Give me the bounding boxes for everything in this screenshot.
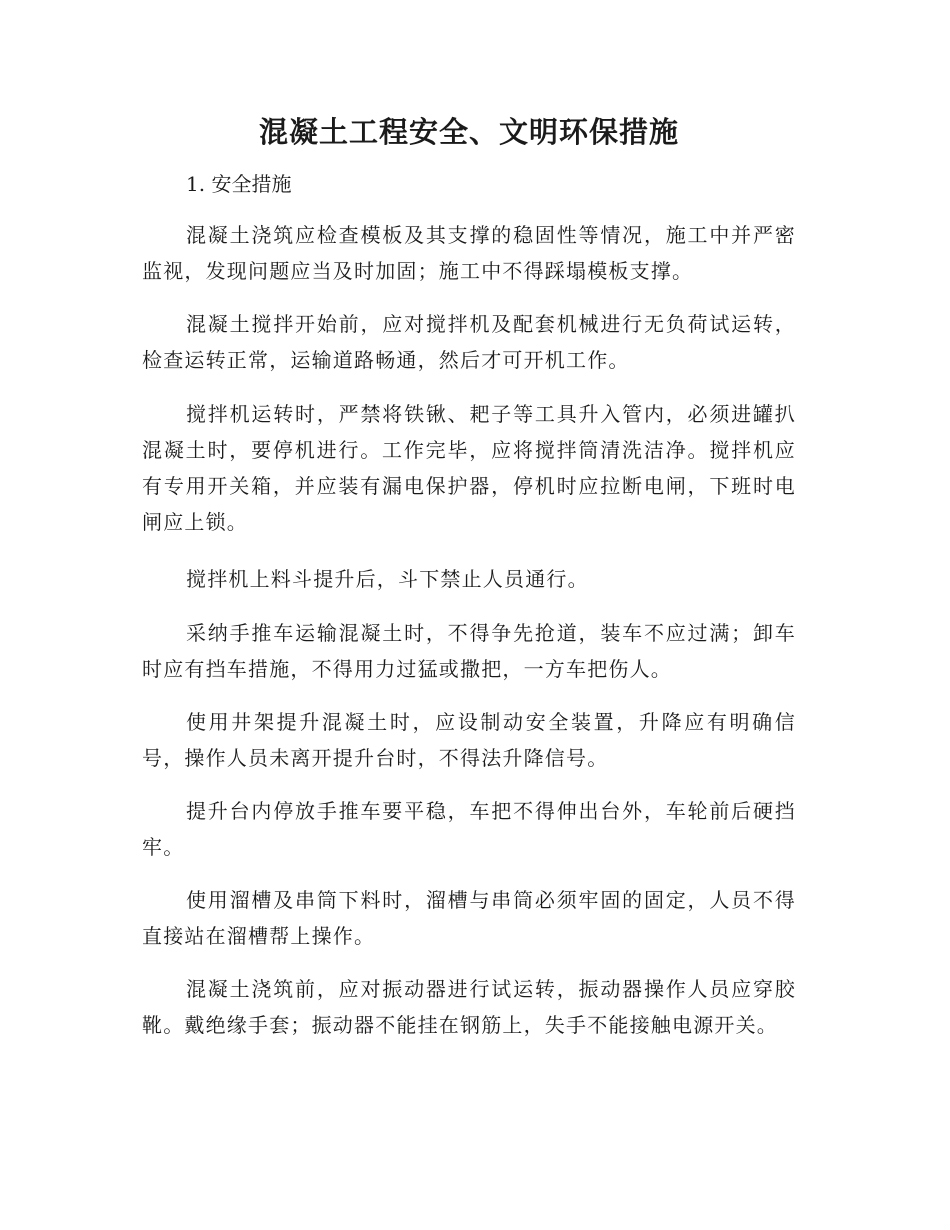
paragraph: 搅拌机运转时，严禁将铁锹、耙子等工具升入管内，必须进罐扒混凝土时，要停机进行。工作完毕，应将搅拌筒清洗洁净。搅拌机应有专用开关箱，并应装有漏电保护器，停机时应拉断电闸，下班时电闸应上锁。 [142, 402, 796, 534]
document-title: 混凝土工程安全、文明环保措施 [258, 115, 679, 149]
paragraph: 混凝土浇筑前，应对振动器进行试运转，振动器操作人员应穿胶靴。戴绝缘手套；振动器不能挂在钢筋上，失手不能接触电源开关。 [142, 977, 796, 1037]
paragraph: 混凝土浇筑应检查模板及其支撑的稳固性等情况，施工中并严密监视，发现问题应当及时加固；施工中不得踩塌模板支撑。 [142, 223, 796, 283]
paragraph: 提升台内停放手推车要平稳，车把不得伸出台外，车轮前后硬挡牢。 [142, 799, 796, 859]
section-heading: 1. 安全措施 [186, 172, 292, 196]
paragraph: 混凝土搅拌开始前，应对搅拌机及配套机械进行无负荷试运转，检查运转正常，运输道路畅通，然后才可开机工作。 [142, 312, 796, 372]
paragraph: 搅拌机上料斗提升后，斗下禁止人员通行。 [186, 567, 589, 591]
paragraph: 采纳手推车运输混凝土时，不得争先抢道，装车不应过满；卸车时应有挡车措施，不得用力过猛或撒把，一方车把伤人。 [142, 621, 796, 681]
paragraph: 使用井架提升混凝土时，应设制动安全装置，升降应有明确信号，操作人员未离开提升台时，不得法升降信号。 [142, 710, 796, 770]
paragraph: 使用溜槽及串筒下料时，溜槽与串筒必须牢固的固定，人员不得直接站在溜槽帮上操作。 [142, 888, 796, 948]
